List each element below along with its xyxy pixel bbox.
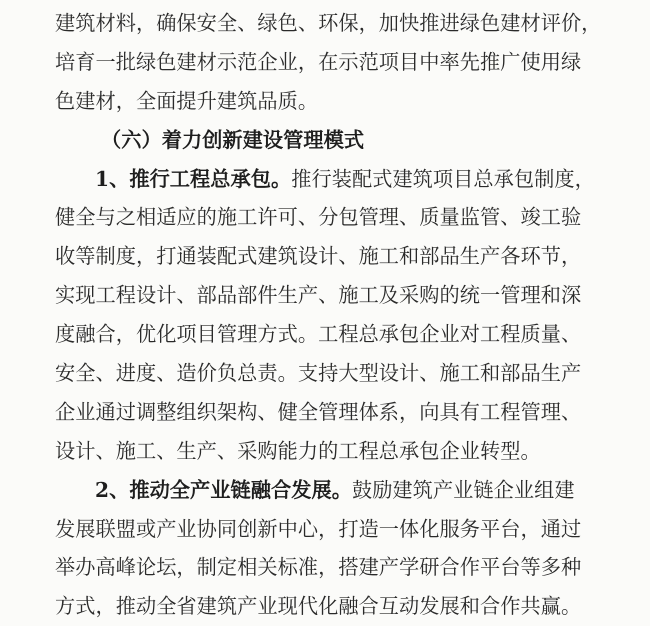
text-line: 设计、施工、生产、采购能力的工程总承包企业转型。: [55, 438, 541, 463]
text-line: 收等制度，打通装配式建筑设计、施工和部品生产各环节，: [55, 244, 582, 269]
text-line: 方式，推动全省建筑产业现代化融合互动发展和合作共赢。: [55, 594, 582, 619]
item1-first-line: [55, 160, 635, 199]
item2-first-text: 鼓励建筑产业链企业组建: [351, 477, 575, 502]
text-line: 发展联盟或产业协同创新中心，打造一体化服务平台，通过: [55, 516, 582, 541]
text-line: 举办高峰论坛，制定相关标准，搭建产学研合作平台等多种: [55, 555, 582, 580]
text-line: 企业通过调整组织架构、健全管理体系，向具有工程管理、: [55, 399, 582, 424]
text-line: 培育一批绿色建材示范企业，在示范项目中率先推广使用绿: [55, 49, 582, 74]
text-line: 建筑材料，确保安全、绿色、环保，加快推进绿色建材评价，: [55, 11, 602, 35]
text-line: 健全与之相适应的施工许可、分包管理、质量监管、竣工验: [55, 205, 582, 230]
item1-first-text: 推行装配式建筑项目总承包制度，: [291, 166, 595, 191]
item1-title: 1、推行工程总承包。: [95, 166, 292, 191]
item2-title: 2、推动全产业链融合发展。: [95, 477, 352, 502]
section-heading-text: （六）着力创新建设管理模式: [101, 127, 365, 152]
document-page: [55, 4, 635, 626]
section-heading: [55, 121, 635, 160]
text-line: 安全、进度、造价负总责。支持大型设计、施工和部品生产: [55, 361, 582, 386]
text-line: 色建材，全面提升建筑品质。: [55, 88, 319, 113]
text-line: 度融合，优化项目管理方式。工程总承包企业对工程质量、: [55, 322, 582, 347]
item2-first-line: [55, 471, 635, 510]
text-line: 实现工程设计、部品部件生产、施工及采购的统一管理和深: [55, 283, 582, 308]
